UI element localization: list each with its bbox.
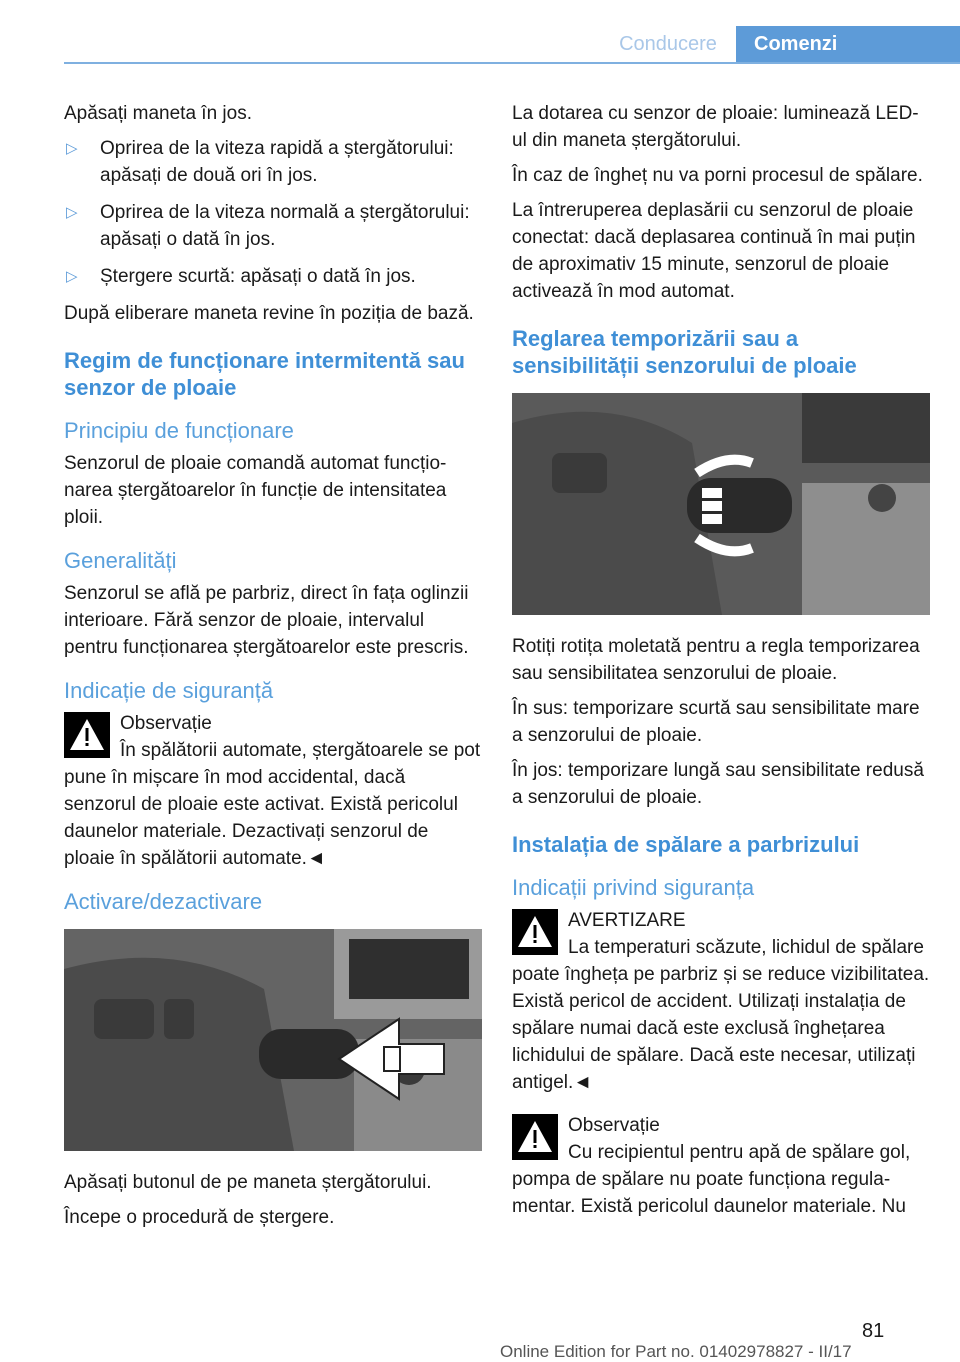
bullet-item: ▷ Ștergere scurtă: apăsați o dată în jos.	[64, 263, 482, 290]
warning-triangle-icon	[64, 712, 110, 758]
heading-activare: Activare/dezactivare	[64, 889, 263, 914]
paragraph-down: În jos: temporizare lungă sau sensibilitate redusă a senzorului de ploaie.	[512, 760, 924, 808]
heading-regim: Regim de funcționare intermitentă sau senzor de ploaie	[64, 348, 465, 400]
heading-instalatia: Instalația de spălare a parbrizului	[512, 832, 860, 857]
heading-principiu: Principiu de funcționare	[64, 418, 294, 443]
heading-reglarea: Reglarea temporizării sau a sensibilității senzorului de ploaie	[512, 326, 857, 378]
paragraph-press-down: Apăsați maneta în jos.	[64, 103, 252, 124]
heading-generalitati: Generalități	[64, 548, 177, 573]
paragraph-press-button: Apăsați butonul de pe maneta ștergătorului.	[64, 1172, 432, 1193]
triangle-bullet-icon: ▷	[66, 140, 78, 157]
header-section: Comenzi	[736, 26, 960, 62]
paragraph-frost: În caz de îngheț nu va porni procesul de spălare.	[512, 165, 923, 186]
paragraph-wipe-starts: Începe o procedură de ștergere.	[64, 1207, 335, 1228]
warning-note	[512, 907, 930, 1096]
warning-note	[64, 710, 482, 872]
page-header	[0, 0, 960, 62]
warning-title: Observație	[120, 713, 212, 734]
paragraph-turn-wheel: Rotiți rotița moletată pentru a regla temporizarea sau sensibilitatea senzorului de ploaie.	[512, 636, 920, 684]
header-chapter: Conducere	[619, 33, 717, 55]
wiper-button-photo	[64, 929, 482, 1151]
right-column	[512, 100, 930, 1228]
header-rule	[64, 62, 960, 64]
paragraph-principiu: Senzorul de ploaie comandă automat funcționarea ștergătoarelor în funcție de intensitatea ploii.	[64, 453, 447, 528]
warning-triangle-icon	[512, 909, 558, 955]
thumbwheel-photo	[512, 393, 930, 615]
heading-indicatie: Indicație de siguranță	[64, 678, 274, 703]
page-number: 81	[862, 1320, 885, 1342]
warning-note	[512, 1112, 930, 1220]
paragraph-generalitati: Senzorul se află pe parbriz, direct în fața oglinzii interioare. Fără senzor de ploaie, intervalul pentru funcționarea ștergătoarelor este prescris.	[64, 583, 469, 658]
warning-title: AVERTIZARE	[568, 910, 686, 931]
footer-edition: Online Edition for Part no. 01402978827 - II/17	[500, 1342, 852, 1361]
warning-text: La temperaturi scăzute, lichidul de spălare poate îngheța pe parbriz și se reduce vizibilitatea. Există pericol de accident. Utilizați instalația de spălare numai dacă este exclusă înghețarea lichidului de spălare. Dacă este necesar, utilizați antigel.◄	[512, 937, 930, 1093]
warning-triangle-icon	[512, 1114, 558, 1160]
warning-title: Observație	[568, 1115, 660, 1136]
left-column	[64, 100, 482, 1239]
warning-text: Cu recipientul pentru apă de spălare gol, pompa de spălare nu poate funcționa regulamentar. Există pericolul daunelor materiale. Nu	[512, 1142, 911, 1217]
bullet-item: ▷ Oprirea de la viteza normală a ștergătorului: apăsați o dată în jos.	[64, 199, 482, 253]
paragraph-led: La dotarea cu senzor de ploaie: luminează LED-ul din maneta ștergătorului.	[512, 103, 919, 151]
heading-indicatii: Indicații privind siguranța	[512, 875, 755, 900]
warning-text: În spălătorii automate, ștergătoarele se pot pune în mișcare în mod accidental, dacă senzorul de ploaie este activat. Există pericolul daunelor materiale. Dezactivați senzorul de ploaie în spălătorii automate.◄	[64, 740, 481, 869]
paragraph-release: După eliberare maneta revine în poziția de bază.	[64, 303, 474, 324]
triangle-bullet-icon: ▷	[66, 204, 78, 221]
paragraph-interruption: La întreruperea deplasării cu senzorul de ploaie conectat: dacă deplasarea continuă în mai puțin de aproximativ 15 minute, senzorul de ploaie activează în mod automat.	[512, 200, 916, 302]
bullet-item: ▷ Oprirea de la viteza rapidă a ștergătorului: apăsați de două ori în jos.	[64, 135, 482, 189]
paragraph-up: În sus: temporizare scurtă sau sensibilitate mare a senzorului de ploaie.	[512, 698, 920, 746]
triangle-bullet-icon: ▷	[66, 268, 78, 285]
